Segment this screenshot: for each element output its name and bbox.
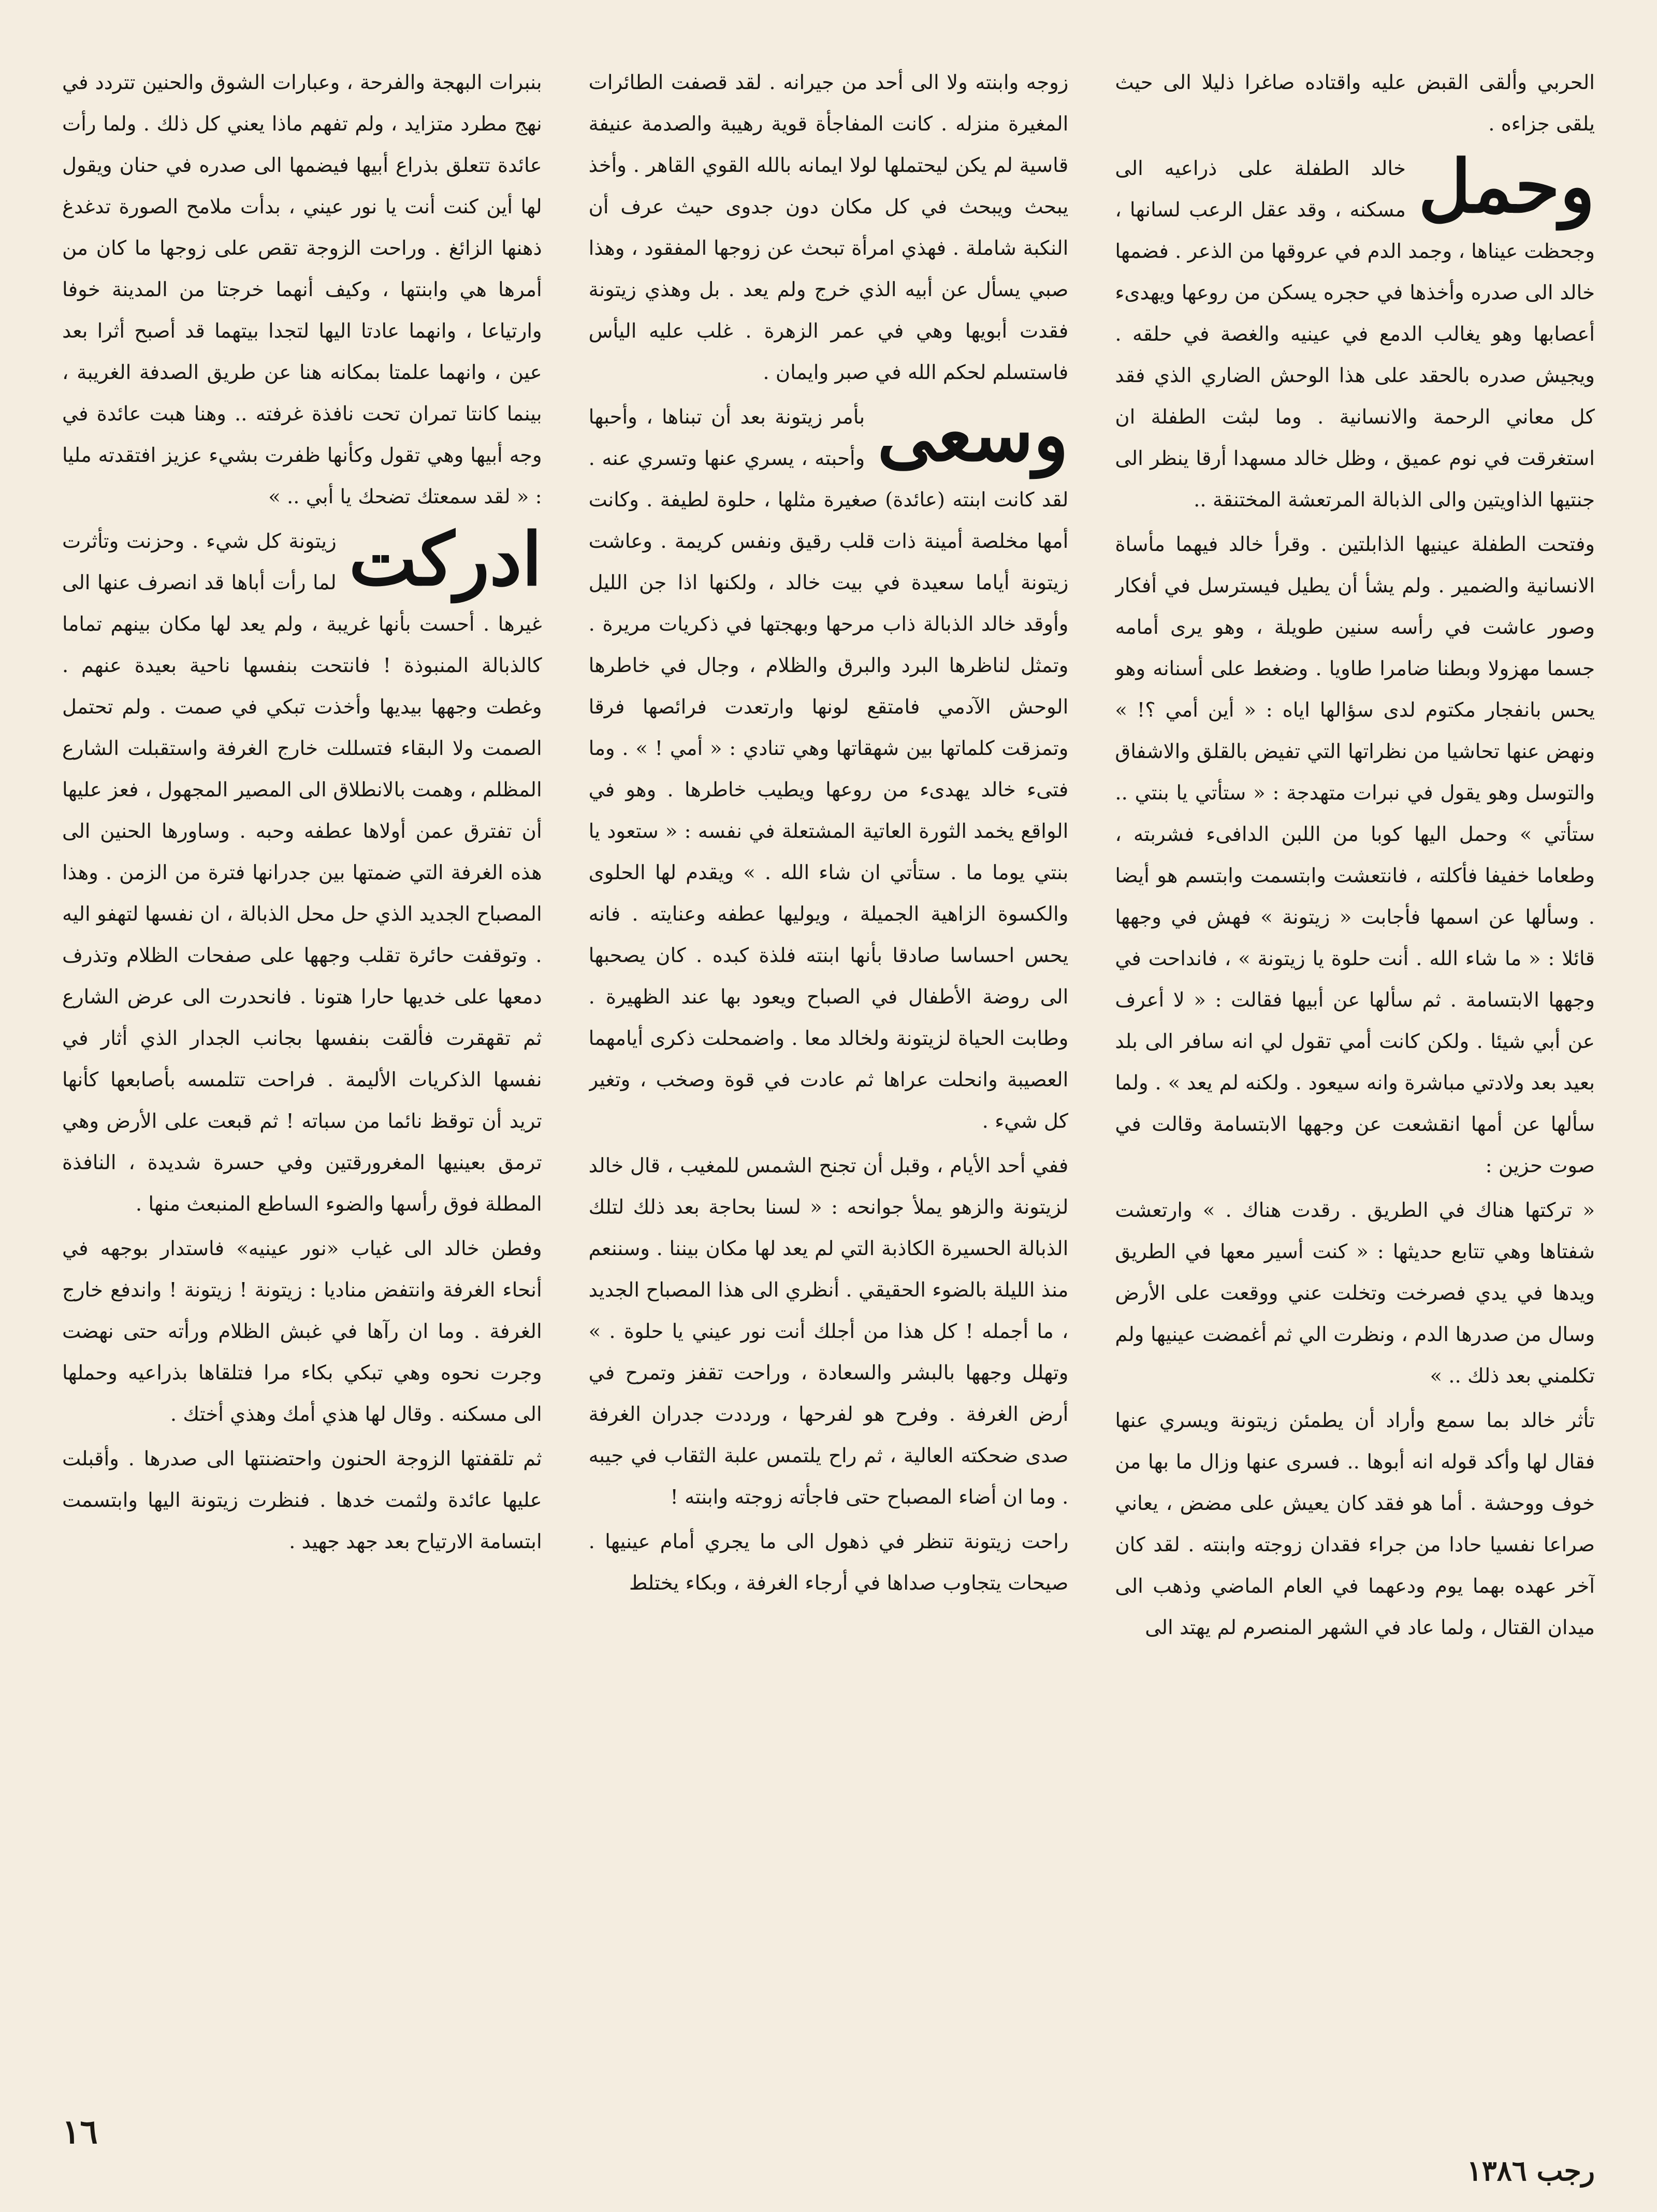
dropcap: وسعى (877, 393, 1069, 478)
paragraph: الحربي وألقى القبض عليه واقتاده صاغرا ذليلا الى حيث يلقى جزاءه . (1115, 71, 1595, 136)
paragraph: « تركتها هناك في الطريق . رقدت هناك . » وارتعشت شفتاها وهي تتابع حديثها : « كنت أسير معها في الطريق ويدها في يدي فصرخت وتخلت عني ووقعت على الأرض وسال من صدرها الدم ، ونظرت الي ثم أغمضت عينيها ولم تكلمني بعد ذلك .. » (1115, 1199, 1595, 1388)
paragraph: تأثر خالد بما سمع وأراد أن يطمئن زيتونة ويسري عنها فقال لها وأكد قوله انه أبوها .. فسرى عنها وزال ما بها من خوف ووحشة . أما هو فقد كان يعيش على مضض ، يعاني صراعا نفسيا حادا من جراء فقدان زوجته وابنته . لقد كان آخر عهده بهما يوم ودعهما في العام الماضي وذهب الى ميدان القتال ، ولما عاد في الشهر المنصرم لم يهتد الى (1115, 1409, 1595, 1639)
paragraph: ادركت زيتونة كل شيء . وحزنت وتأثرت لما رأت أباها قد انصرف عنها الى غيرها . أحست بأنها غريبة ، ولم يعد لها مكان بينهم تماما كالذبالة المنبوذة ! فانتحت بنفسها ناحية بعيدة عنهم . وغطت وجهها بيديها وأخذت تبكي في صمت . ولم تحتمل الصمت ولا البقاء فتسللت خارج الغرفة واستقبلت الشارع المظلم ، وهمت بالانطلاق الى المصير المجهول ، فعز عليها أن تفترق عمن أولاها عطفه وحبه . وساورها الحنين الى هذه الغرفة التي ضمتها بين جدرانها فترة من الزمن . وهذا المصباح الجديد الذي حل محل الذبالة ، ان نفسها لتهفو اليه . وتوقفت حائرة تقلب وجهها على صفحات الظلام وتذرف دمعها على خديها حارا هتونا . فانحدرت الى عرض الشارع ثم تقهقرت فألقت بنفسها بجانب الجدار الذي أثار في نفسها الذكريات الأليمة . فراحت تتلمسه بأصابعها كأنها تريد أن توقظ نائما من سباته ! ثم قبعت على الأرض وهي ترمق بعينيها المغرورقتين وفي حسرة شديدة ، النافذة المطلة فوق رأسها والضوء الساطع المنبعث منها . (62, 517, 542, 1216)
dropcap: ادركت (348, 517, 542, 602)
issue-date: رجب ١٣٨٦ (1466, 2154, 1595, 2187)
paragraph: ثم تلقفتها الزوجة الحنون واحتضنتها الى صدرها . وأقبلت عليها عائدة ولثمت خدها . فنظرت زيتونة اليها وابتسمت ابتسامة الارتياح بعد جهد جهيد . (62, 1447, 542, 1553)
paragraph: وسعى بأمر زيتونة بعد أن تبناها ، وأحبها وأحبته ، يسري عنها وتسري عنه . لقد كانت ابنته (عائدة) صغيرة مثلها ، حلوة لطيفة . وكانت أمها مخلصة أمينة ذات قلب رقيق ونفس كريمة . وعاشت زيتونة أياما سعيدة في بيت خالد ، ولكنها اذا جن الليل وأوقد خالد الذبالة ذاب مرحها وبهجتها في ذكريات مريرة . وتمثل لناظرها البرد والبرق والظلام ، وجال في خاطرها الوحش الآدمي فامتقع لونها وارتعدت فرائصها فرقا وتمزقت كلماتها بين شهقاتها وهي تنادي : « أمي ! » . وما فتىء خالد يهدىء من روعها ويطيب خاطرها . وهو في الواقع يخمد الثورة العاتية المشتعلة في نفسه : « ستعود يا بنتي يوما ما . ستأتي ان شاء الله . » ويقدم لها الحلوى والكسوة الزاهية الجميلة ، ويوليها عطفه وعنايته . فانه يحس احساسا صادقا بأنها ابنته فلذة كبده . كان يصحبها الى روضة الأطفال في الصباح ويعود بها عند الظهيرة . وطابت الحياة لزيتونة ولخالد معا . واضمحلت ذكرى أيامهما العصيبة وانحلت عراها ثم عادت في قوة وصخب ، وتغير كل شيء . (588, 393, 1069, 1133)
paragraph: وحمل خالد الطفلة على ذراعيه الى مسكنه ، وقد عقل الرعب لسانها ، وجحظت عيناها ، وجمد الدم في عروقها من الذعر . فضمها خالد الى صدره وأخذها في حجره يسكن من روعها ويهدىء أعصابها وهو يغالب الدمع في عينيه والغصة في حلقه . ويجيش صدره بالحقد على هذا الوحش الضاري الذي فقد كل معاني الرحمة والانسانية . وما لبثت الطفلة ان استغرقت في نوم عميق ، وظل خالد مسهدا أرقا ينظر الى جنتيها الذاويتين والى الذبالة المرتعشة المختنقة .. (1115, 144, 1595, 512)
paragraph: راحت زيتونة تنظر في ذهول الى ما يجري أمام عينيها . صيحات يتجاوب صداها في أرجاء الغرفة ، وبكاء يختلط (588, 1530, 1069, 1595)
paragraph: ففي أحد الأيام ، وقبل أن تجنح الشمس للمغيب ، قال خالد لزيتونة والزهو يملأ جوانحه : « لسنا بحاجة بعد ذلك لتلك الذبالة الحسيرة الكاذبة التي لم يعد لها مكان بيننا . وسننعم منذ الليلة بالضوء الحقيقي . أنظري الى هذا المصباح الجديد ، ما أجمله ! كل هذا من أجلك أنت نور عيني يا حلوة . » وتهلل وجهها بالبشر والسعادة ، وراحت تقفز وتمرح في أرض الغرفة . وفرح هو لفرحها ، ورددت جدران الغرفة صدى ضحكته العالية ، ثم راح يلتمس علبة الثقاب في جيبه . وما ان أضاء المصباح حتى فاجأته زوجته وابنته ! (588, 1154, 1069, 1509)
article-columns (62, 62, 1595, 2087)
column-right (1115, 62, 1595, 2087)
column-middle (589, 62, 1069, 2087)
paragraph: وفتحت الطفلة عينيها الذابلتين . وقرأ خالد فيهما مأساة الانسانية والضمير . ولم يشأ أن يطيل فيسترسل في أفكار وصور عاشت في رأسه سنين طويلة ، وهو يرى أمامه جسما مهزولا وبطنا ضامرا طاويا . وضغط على أسنانه وهو يحس بانفجار مكتوم لدى سؤالها اياه : « أين أمي ؟! » ونهض عنها تحاشيا من نظراتها التي تفيض بالقلق والاشفاق والتوسل وهو يقول في نبرات متهدجة : « ستأتي يا بنتي .. ستأتي » وحمل اليها كوبا من اللبن الدافىء فشربته ، وطعاما خفيفا فأكلته ، فانتعشت وابتسمت وابتسم هو أيضا . وسألها عن اسمها فأجابت « زيتونة » فهش في وجهها قائلا : « ما شاء الله . أنت حلوة يا زيتونة » ، فانداحت في وجهها الابتسامة . ثم سألها عن أبيها فقالت : « لا أعرف عن أبي شيئا . ولكن كانت أمي تقول لي انه سافر الى بلد بعيد بعد ولادتي مباشرة وانه سيعود . ولكنه لم يعد » . ولما سألها عن أمها انقشعت عن وجهها الابتسامة وقالت في صوت حزين : (1115, 533, 1595, 1177)
paragraph: وفطن خالد الى غياب «نور عينيه» فاستدار بوجهه في أنحاء الغرفة وانتفض مناديا : زيتونة ! زيتونة ! واندفع خارج الغرفة . وما ان رآها في غبش الظلام ورأته حتى نهضت وجرت نحوه وهي تبكي بكاء مرا فتلقاها بذراعيه وحملها الى مسكنه . وقال لها هذي أمك وهذي أختك . (62, 1237, 542, 1426)
paragraph: زوجه وابنته ولا الى أحد من جيرانه . لقد قصفت الطائرات المغيرة منزله . كانت المفاجأة قوية رهيبة والصدمة عنيفة قاسية لم يكن ليحتملها لولا ايمانه بالله القوي القاهر . وأخذ يبحث ويبحث في كل مكان دون جدوى حيث عرف أن النكبة شاملة . فهذي امرأة تبحث عن زوجها المفقود ، وهذا صبي يسأل عن أبيه الذي خرج ولم يعد . بل وهذي زيتونة فقدت أبويها وهي في عمر الزهرة . غلب عليه اليأس فاستسلم لحكم الله في صبر وايمان . (588, 71, 1069, 384)
dropcap: وحمل (1418, 144, 1595, 229)
column-left (62, 62, 542, 2087)
paragraph: بنبرات البهجة والفرحة ، وعبارات الشوق والحنين تتردد في نهج مطرد متزايد ، ولم تفهم ماذا يعني كل ذلك . ولما رأت عائدة تتعلق بذراع أبيها فيضمها الى صدره في حنان ويقول لها أين كنت أنت يا نور عيني ، بدأت ملامح الصورة تدغدغ ذهنها الزائغ . وراحت الزوجة تقص على زوجها ما كان من أمرها هي وابنتها ، وكيف أنهما خرجتا من المدينة خوفا وارتياعا ، وانهما عادتا اليها لتجدا بيتهما قد أصبح أثرا بعد عين ، وانهما علمتا بمكانه هنا عن طريق الصدفة الغريبة ، بينما كانتا تمران تحت نافذة غرفته .. وهنا هبت عائدة في وجه أبيها وهي تقول وكأنها ظفرت بشيء عزيز افتقدته مليا : « لقد سمعتك تضحك يا أبي .. » (62, 71, 542, 508)
page-number: ١٦ (62, 2113, 98, 2151)
